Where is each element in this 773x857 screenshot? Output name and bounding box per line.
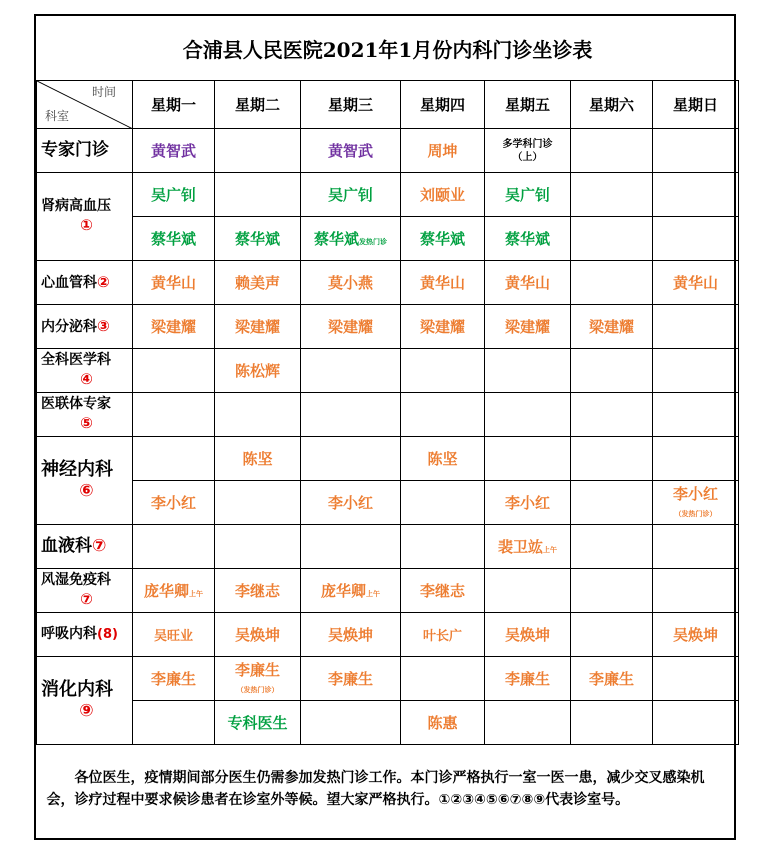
cell: 蔡华斌 (215, 217, 301, 261)
cell: 梁建耀 (301, 305, 401, 349)
day-header: 星期六 (571, 81, 653, 129)
fever-clinic-note: （发热门诊） (674, 509, 717, 518)
cell (301, 437, 401, 481)
cell (571, 525, 653, 569)
cell: 吴焕坤 (301, 613, 401, 657)
room-gastro (37, 657, 133, 745)
cell (653, 481, 739, 525)
doctor-name: 庞华卿 (320, 582, 366, 600)
cell (301, 701, 401, 745)
cell (653, 217, 739, 261)
cell (571, 261, 653, 305)
cell (485, 525, 571, 569)
cell (133, 393, 215, 437)
room-neuro (37, 437, 133, 525)
cell: 刘颐业 (401, 173, 485, 217)
cell (571, 701, 653, 745)
cell (301, 393, 401, 437)
cell (653, 657, 739, 701)
multidisciplinary-label: 多学科门诊 (502, 138, 553, 150)
cell (401, 481, 485, 525)
cell: 李小红 (133, 481, 215, 525)
cell: 陈惠 (401, 701, 485, 745)
cell (215, 393, 301, 437)
cell (485, 569, 571, 613)
cell (485, 349, 571, 393)
cell (301, 525, 401, 569)
corner-time-label: 时间 (91, 85, 116, 99)
cell (571, 481, 653, 525)
doctor-name: 裴卫竑 (497, 538, 543, 556)
cell: 陈坚 (215, 437, 301, 481)
schedule-table (36, 16, 739, 835)
page-title: 合浦县人民医院2021年1月份内科门诊坐诊表 (37, 16, 739, 81)
room-number: ⑦ (80, 589, 93, 608)
room-number: ⑨ (79, 701, 94, 722)
cell: 陈坚 (401, 437, 485, 481)
room-cardio (37, 261, 133, 305)
notice-text (37, 745, 739, 836)
cell: 李继志 (401, 569, 485, 613)
cell (571, 393, 653, 437)
cell (133, 437, 215, 481)
fever-clinic-note: 发热门诊 (359, 238, 387, 246)
cell: 梁建耀 (571, 305, 653, 349)
cell (653, 437, 739, 481)
room-name: 医联体专家 (41, 396, 111, 413)
room-resp (37, 613, 133, 657)
room-number: ① (80, 215, 93, 234)
fever-clinic-note: （发热门诊） (236, 685, 279, 694)
cell: 黄智武 (301, 129, 401, 173)
cell: 吴广钊 (133, 173, 215, 217)
day-header: 星期日 (653, 81, 739, 129)
cell (485, 437, 571, 481)
cell (133, 701, 215, 745)
cell (653, 701, 739, 745)
cell (401, 657, 485, 701)
cell: 梁建耀 (485, 305, 571, 349)
cell: 蔡华斌 (133, 217, 215, 261)
cell (215, 129, 301, 173)
cell: 吴广钊 (485, 173, 571, 217)
cell (653, 305, 739, 349)
cell: 李廉生 (571, 657, 653, 701)
cell (653, 525, 739, 569)
room-expert: 专家门诊 (37, 129, 133, 173)
cell: 蔡华斌 (401, 217, 485, 261)
cell: 专科医生 (215, 701, 301, 745)
day-header: 星期二 (215, 81, 301, 129)
day-header: 星期五 (485, 81, 571, 129)
cell (215, 481, 301, 525)
cell: 李小红 (301, 481, 401, 525)
room-name: 心血管科 (41, 274, 97, 291)
cell (653, 173, 739, 217)
cell (133, 569, 215, 613)
doctor-name: 蔡华斌 (313, 230, 359, 248)
corner-header (37, 81, 133, 129)
doctor-name: 庞华卿 (143, 582, 189, 600)
cell (653, 569, 739, 613)
cell (485, 393, 571, 437)
cell: 莫小燕 (301, 261, 401, 305)
cell: 黄智武 (133, 129, 215, 173)
cell: 吴焕坤 (653, 613, 739, 657)
cell: 梁建耀 (215, 305, 301, 349)
morning-note: 上午 (189, 590, 203, 598)
room-number: ③ (97, 316, 110, 335)
cell (401, 525, 485, 569)
cell: 吴焕坤 (485, 613, 571, 657)
cell: 吴焕坤 (215, 613, 301, 657)
notice-body: 各位医生，疫情期间部分医生仍需参加发热门诊工作。本门诊严格执行一室一医一患，减少交叉感染机会，诊疗过程中要求候诊患者在诊室外等候。望大家严格执行。①②③④⑤⑥⑦⑧⑨代表诊室号。 (46, 770, 705, 808)
cell: 黄华山 (401, 261, 485, 305)
cell (301, 569, 401, 613)
cell: 李继志 (215, 569, 301, 613)
cell: 李廉生 (485, 657, 571, 701)
cell (571, 349, 653, 393)
room-endo (37, 305, 133, 349)
day-header: 星期四 (401, 81, 485, 129)
room-name: 全科医学科 (41, 352, 111, 369)
room-number: (8) (97, 626, 118, 642)
room-union (37, 393, 133, 437)
schedule-sheet (34, 14, 736, 840)
cell (653, 393, 739, 437)
room-number: ② (97, 272, 110, 291)
room-name: 风湿免疫科 (41, 572, 111, 589)
cell: 蔡华斌 (485, 217, 571, 261)
cell: 叶长广 (401, 613, 485, 657)
room-kidney (37, 173, 133, 261)
room-gp (37, 349, 133, 393)
cell (571, 173, 653, 217)
room-blood (37, 525, 133, 569)
cell: 周坤 (401, 129, 485, 173)
cell (215, 657, 301, 701)
room-number: ⑤ (80, 413, 93, 432)
cell: 黄华山 (133, 261, 215, 305)
doctor-name: 李小红 (673, 485, 719, 503)
room-name: 血液科 (41, 535, 92, 556)
cell (401, 349, 485, 393)
doctor-name: 李廉生 (234, 661, 280, 679)
cell: 黄华山 (653, 261, 739, 305)
cell (653, 129, 739, 173)
cell (133, 525, 215, 569)
cell (571, 129, 653, 173)
room-name: 内分泌科 (41, 318, 97, 335)
cell (485, 129, 571, 173)
room-name: 消化内科 (41, 678, 113, 700)
cell (571, 217, 653, 261)
cell (133, 349, 215, 393)
cell: 赖美声 (215, 261, 301, 305)
corner-dept-label: 科室 (45, 109, 70, 123)
cell: 李廉生 (301, 657, 401, 701)
cell: 吴旺业 (133, 613, 215, 657)
cell: 吴广钊 (301, 173, 401, 217)
room-name: 神经内科 (41, 458, 113, 480)
cell (485, 701, 571, 745)
morning-note: （上） (512, 151, 543, 163)
cell (653, 349, 739, 393)
room-number: ⑦ (92, 535, 107, 556)
cell: 李廉生 (133, 657, 215, 701)
room-name: 呼吸内科 (41, 625, 97, 642)
cell (571, 613, 653, 657)
cell (215, 525, 301, 569)
morning-note: 上午 (543, 546, 557, 554)
day-header: 星期三 (301, 81, 401, 129)
cell: 陈松辉 (215, 349, 301, 393)
cell (301, 349, 401, 393)
cell (571, 569, 653, 613)
room-rheum (37, 569, 133, 613)
room-name: 肾病高血压 (41, 198, 111, 215)
cell (571, 437, 653, 481)
cell (401, 393, 485, 437)
cell: 李小红 (485, 481, 571, 525)
day-header: 星期一 (133, 81, 215, 129)
room-number: ⑥ (79, 481, 94, 502)
cell: 梁建耀 (133, 305, 215, 349)
cell (301, 217, 401, 261)
cell (215, 173, 301, 217)
cell: 黄华山 (485, 261, 571, 305)
room-number: ④ (80, 369, 93, 388)
cell: 梁建耀 (401, 305, 485, 349)
morning-note: 上午 (366, 590, 380, 598)
